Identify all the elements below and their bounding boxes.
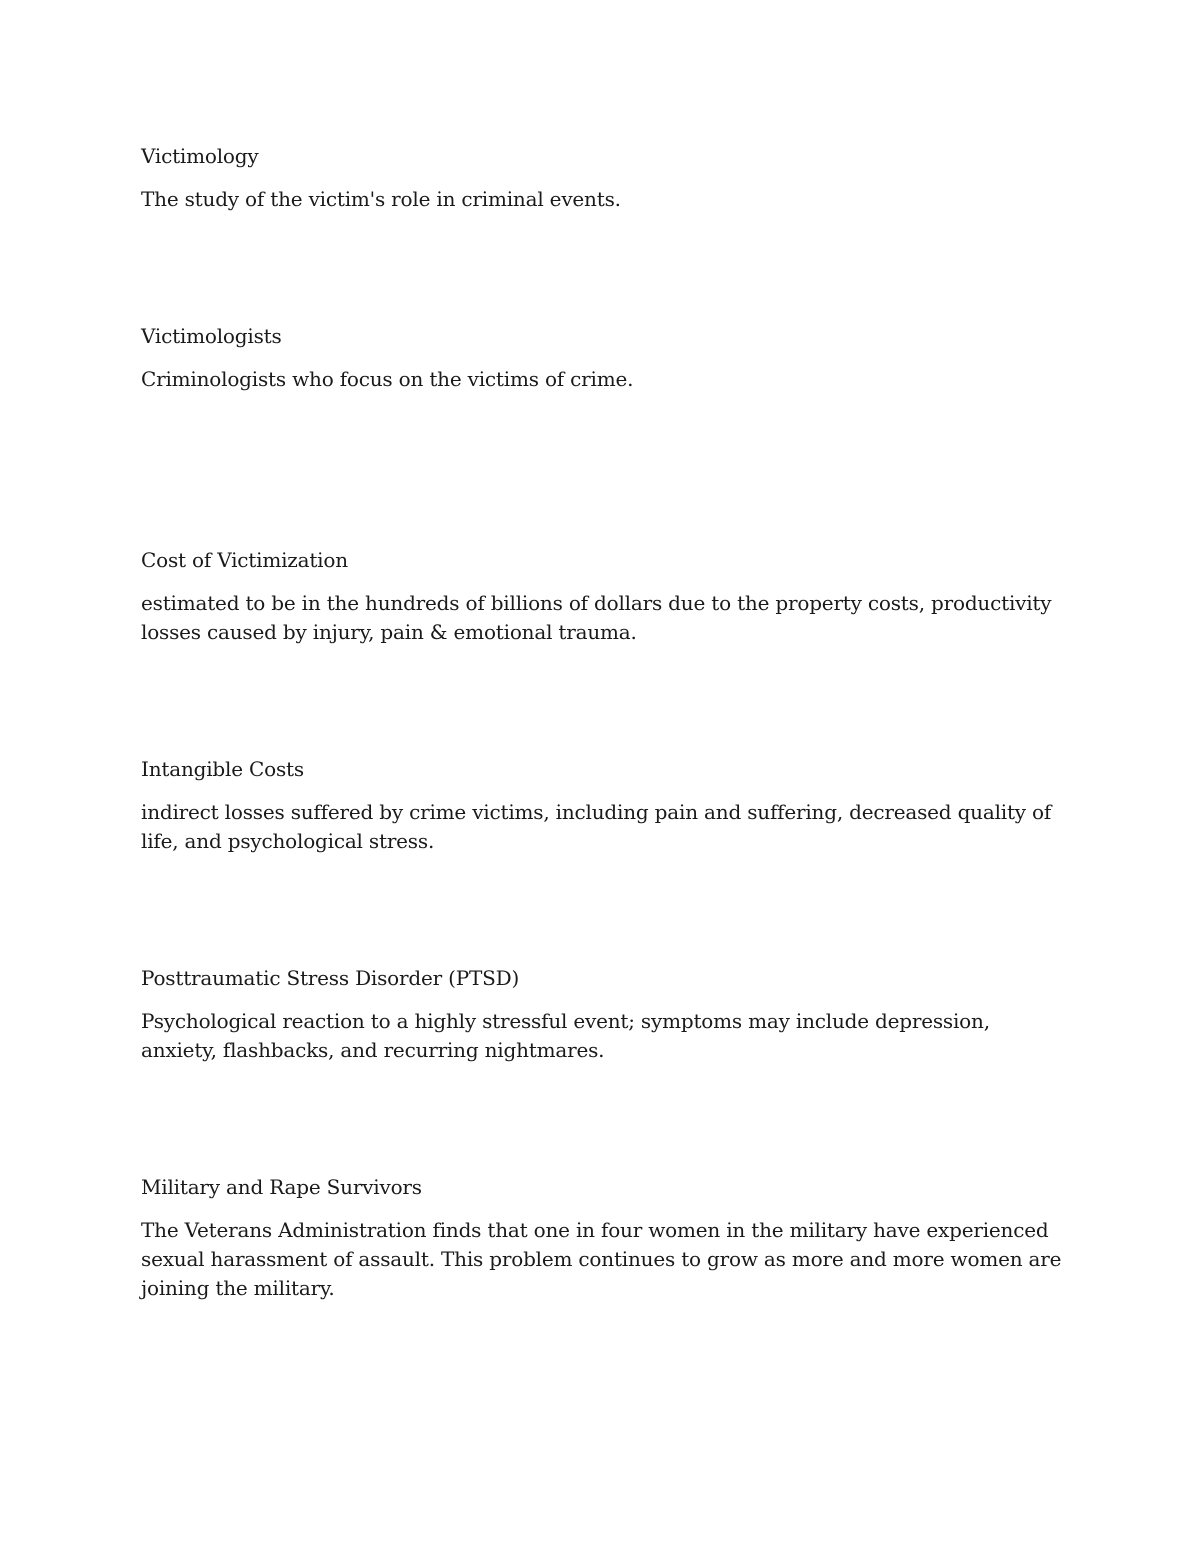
glossary-entry-military-and-rape-survivors [141, 1172, 1071, 1303]
glossary-entry-victimology [141, 141, 1071, 214]
entry-definition: estimated to be in the hundreds of billions of dollars due to the property costs, productivity losses caused by injury, pain & emotional trauma. [141, 591, 1052, 644]
entry-definition: The Veterans Administration finds that one in four women in the military have experienced sexual harassment of assault. This problem continues to grow as more and more women are joining the military. [141, 1218, 1062, 1300]
glossary-entry-intangible-costs [141, 754, 1071, 856]
entry-definition: Psychological reaction to a highly stressful event; symptoms may include depression, anxiety, flashbacks, and recurring nightmares. [141, 1009, 990, 1062]
entry-term: Victimologists [141, 324, 282, 348]
entry-term: Intangible Costs [141, 757, 304, 781]
entry-term: Victimology [141, 144, 259, 168]
glossary-entry-cost-of-victimization [141, 545, 1071, 647]
entry-definition: indirect losses suffered by crime victims, including pain and suffering, decreased quality of life, and psychological stress. [141, 800, 1052, 853]
glossary-entry-victimologists [141, 321, 1071, 394]
entry-term: Posttraumatic Stress Disorder (PTSD) [141, 966, 520, 990]
entry-term: Military and Rape Survivors [141, 1175, 422, 1199]
entry-definition: The study of the victim's role in criminal events. [141, 187, 621, 211]
glossary-entry-ptsd [141, 963, 1071, 1065]
entry-definition: Criminologists who focus on the victims of crime. [141, 367, 634, 391]
entry-term: Cost of Victimization [141, 548, 348, 572]
